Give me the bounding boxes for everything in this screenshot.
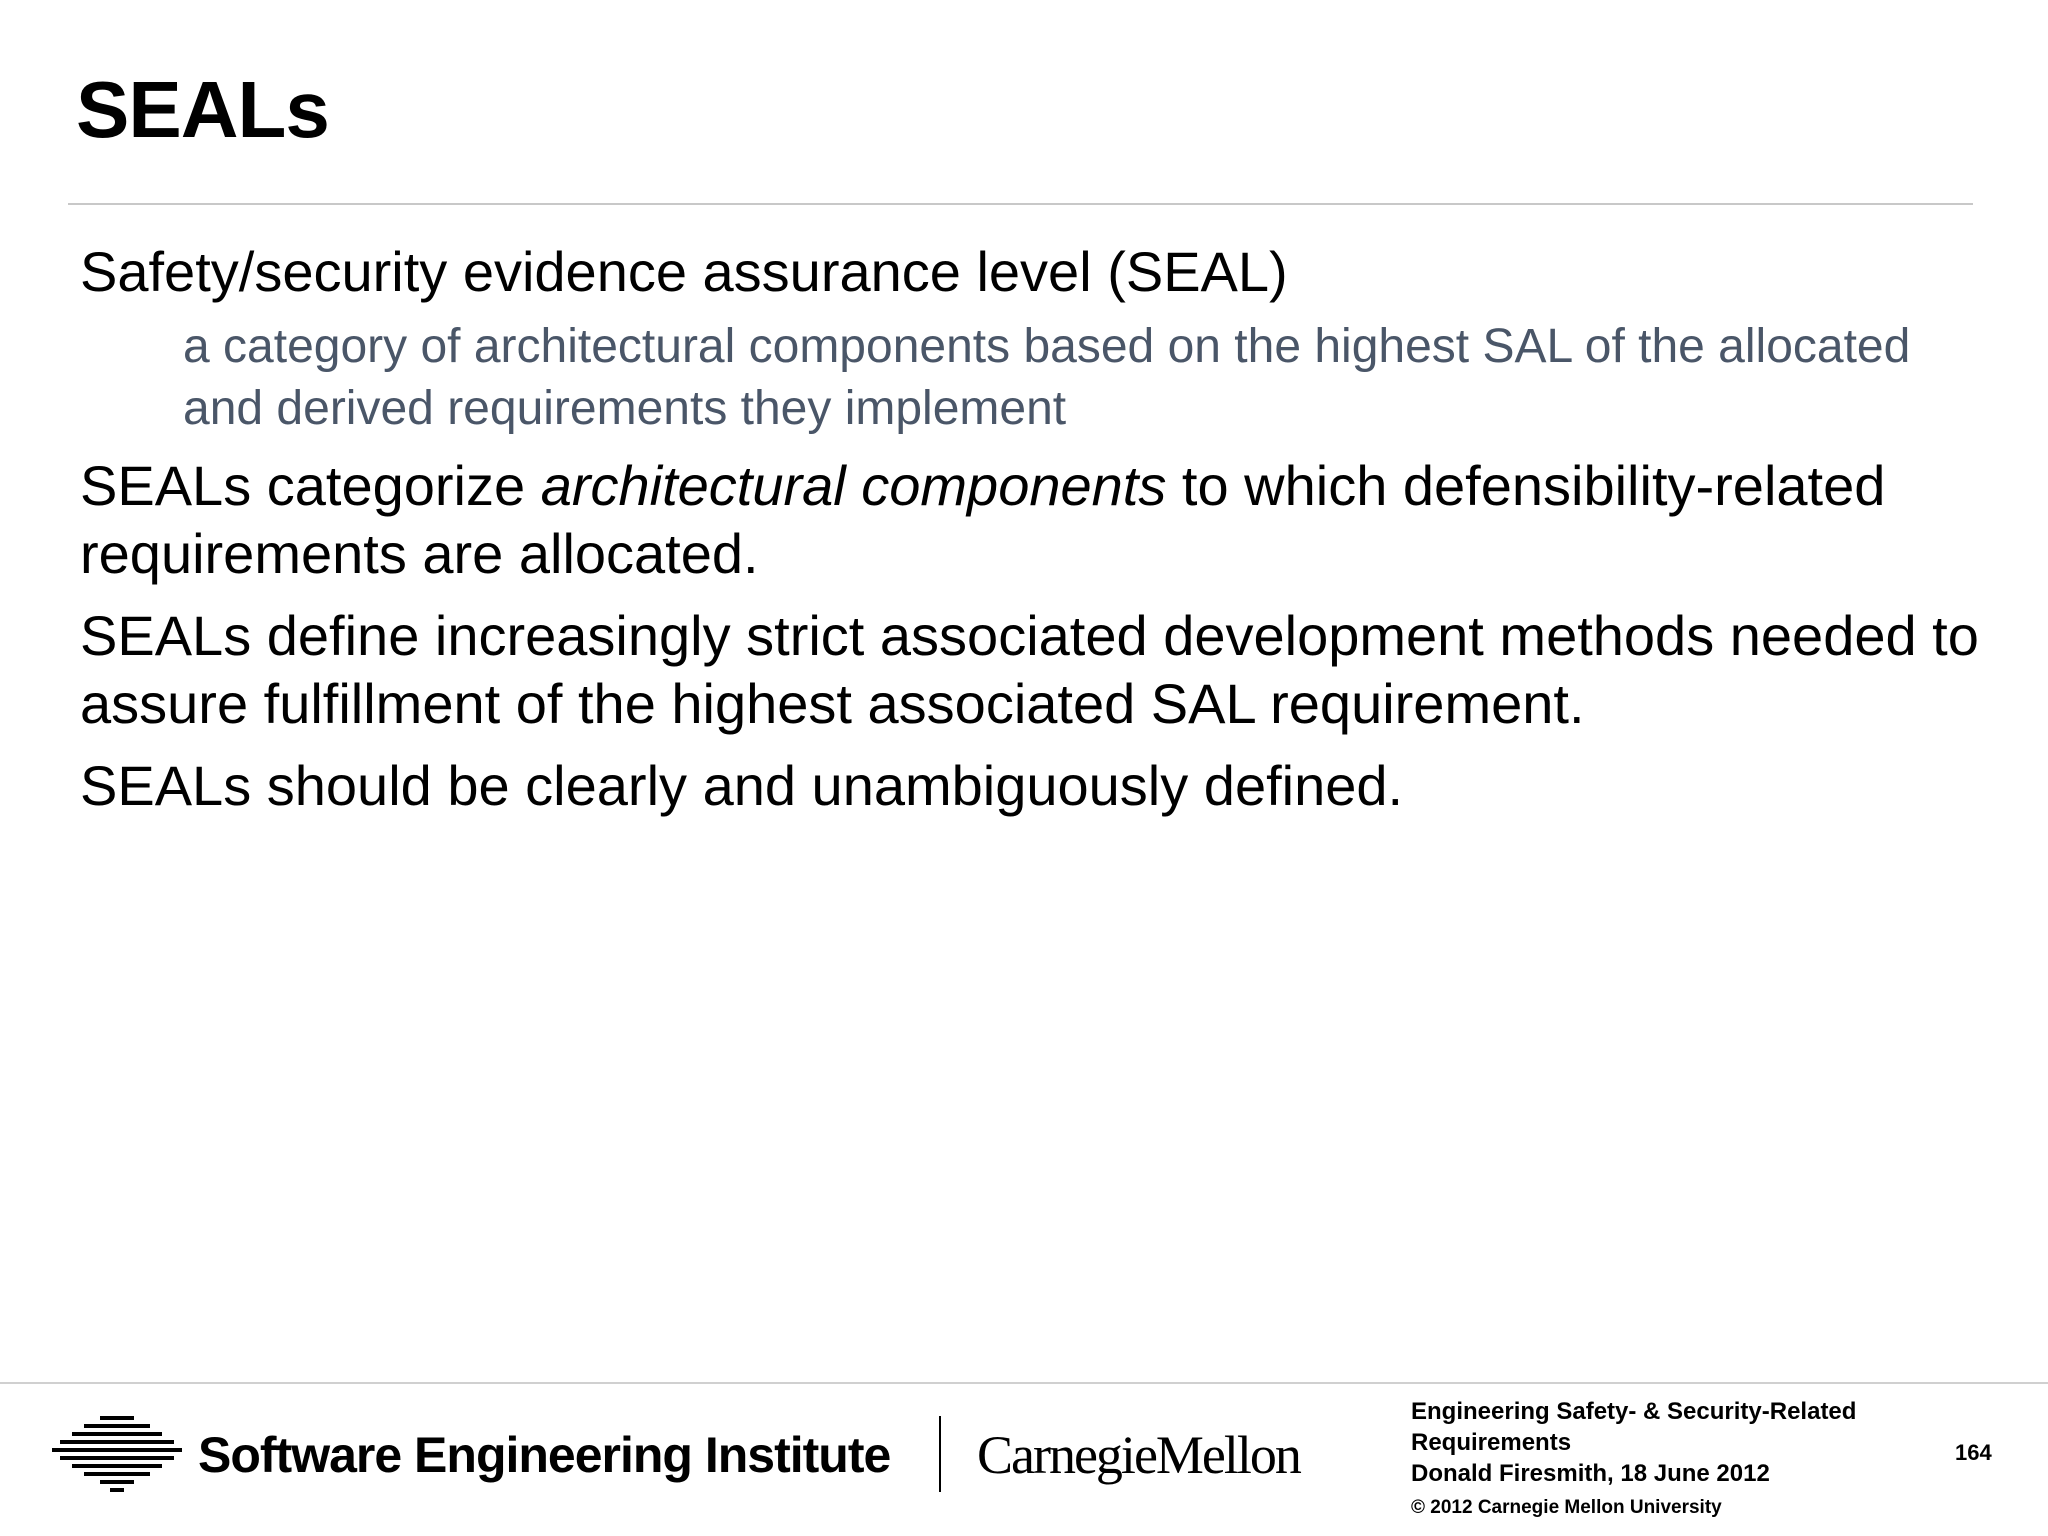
logo-divider bbox=[939, 1416, 941, 1492]
sei-wordmark: Software Engineering Institute bbox=[198, 1427, 891, 1483]
bullet-seals-define: SEALs define increasingly strict associated development methods needed to assure fulfillment of the highest associated SAL requirement. bbox=[80, 604, 1979, 735]
course-title-line2: Requirements bbox=[1411, 1429, 1572, 1456]
bullet-seals-categorize bbox=[80, 452, 1980, 588]
bullet-seals-categorize-start: SEALs categorize bbox=[80, 454, 541, 517]
bullet-seals-categorize-emphasis: architectural components bbox=[540, 454, 1167, 517]
course-title-line1: Engineering Safety- & Security-Related bbox=[1411, 1398, 1857, 1425]
slide-title: SEALs bbox=[76, 65, 329, 154]
author-date: Donald Firesmith, 18 June 2012 bbox=[1411, 1460, 1770, 1487]
footer-divider bbox=[0, 1382, 2048, 1384]
bullet-seal-definition: Safety/security evidence assurance level (SEAL) bbox=[80, 240, 1288, 303]
cmu-wordmark: CarnegieMellon bbox=[977, 1425, 1300, 1485]
title-divider bbox=[68, 203, 1973, 205]
sei-striped-globe-icon bbox=[52, 1414, 182, 1494]
sub-bullet-seal-description: a category of architectural components based on the highest SAL of the allocated and derived requirements they implement bbox=[183, 320, 1911, 435]
page-number: 164 bbox=[1955, 1440, 1992, 1465]
slide-body bbox=[80, 238, 1980, 820]
bullet-seals-categorize-end: to which defensibility-related requirements are allocated. bbox=[80, 454, 1886, 585]
bullet-seals-defined: SEALs should be clearly and unambiguously defined. bbox=[80, 754, 1404, 817]
copyright: © 2012 Carnegie Mellon University bbox=[1411, 1497, 1722, 1518]
footer-info bbox=[1411, 1396, 1971, 1521]
